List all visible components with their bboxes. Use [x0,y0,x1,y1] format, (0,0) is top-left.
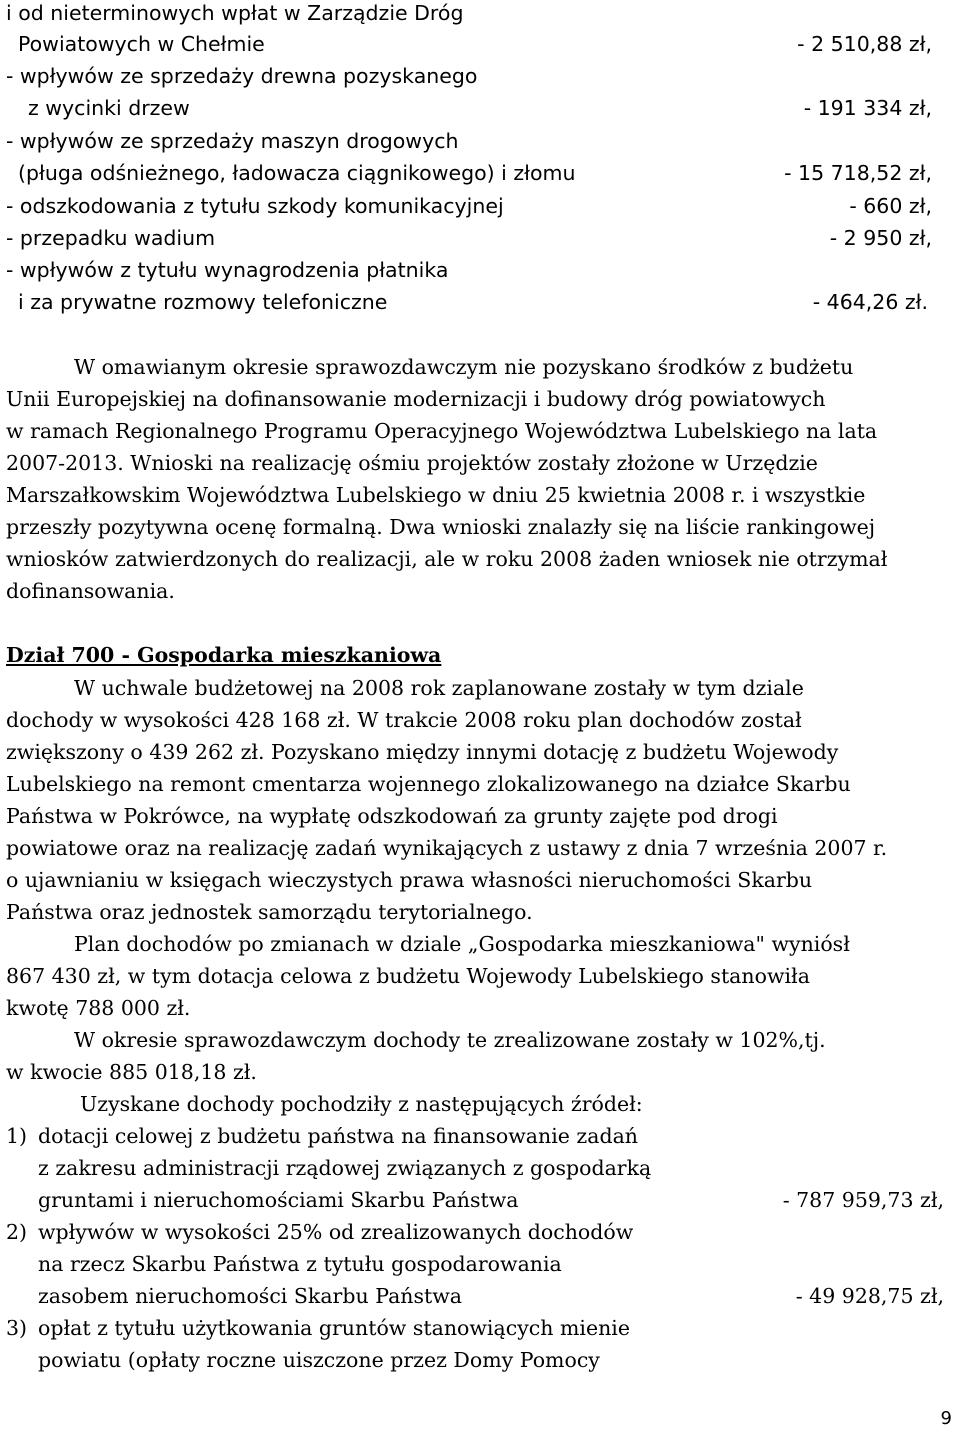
paragraph-line: o ujawnianiu w księgach wieczystych prawa własności nieruchomości Skarbu [6,868,813,892]
paragraph-line: kwotę 788 000 zł. [6,996,191,1020]
list-number: 1) [6,1124,28,1148]
paragraph-line: 2007-2013. Wnioski na realizację ośmiu projektów zostały złożone w Urzędzie [6,451,818,475]
list-item-line: opłat z tytułu użytkowania gruntów stanowiących mienie [38,1316,630,1340]
list-item-line: - wpływów ze sprzedaży maszyn drogowych [6,129,459,153]
list-item-line: dotacji celowej z budżetu państwa na finansowanie zadań [38,1124,638,1148]
list-item-line: i od nieterminowych wpłat w Zarządzie Dróg [6,1,464,25]
list-item-line: (pługa odśnieżnego, ładowacza ciągnikowego) i złomu [18,161,576,185]
paragraph-line: w ramach Regionalnego Programu Operacyjnego Województwa Lubelskiego na lata [6,419,878,443]
list-item-line: - wpływów ze sprzedaży drewna pozyskanego [6,64,478,88]
paragraph-line: W okresie sprawozdawczym dochody te zrealizowane zostały w 102%,tj. [74,1028,826,1052]
paragraph-line: powiatowe oraz na realizację zadań wynikających z ustawy z dnia 7 września 2007 r. [6,836,888,860]
list-item-amount: - 2 510,88 zł, [797,32,932,56]
paragraph-line: Państwa w Pokrówce, na wypłatę odszkodowań za grunty zajęte pod drogi [6,804,778,828]
list-item-line: na rzecz Skarbu Państwa z tytułu gospodarowania [38,1252,562,1276]
list-item-line: - wpływów z tytułu wynagrodzenia płatnika [6,258,449,282]
list-item-amount: - 464,26 zł. [812,290,928,314]
list-item-amount: - 49 928,75 zł, [795,1284,944,1308]
list-item-line: i za prywatne rozmowy telefoniczne [18,290,388,314]
paragraph-line: Lubelskiego na remont cmentarza wojennego zlokalizowanego na działce Skarbu [6,772,851,796]
section-heading: Dział 700 - Gospodarka mieszkaniowa [6,643,442,667]
paragraph-line: wniosków zatwierdzonych do realizacji, ale w roku 2008 żaden wniosek nie otrzymał [6,547,888,571]
paragraph-line: Plan dochodów po zmianach w dziale „Gospodarka mieszkaniowa" wyniósł [74,932,850,956]
paragraph-line: Państwa oraz jednostek samorządu terytorialnego. [6,900,533,924]
page-number: 9 [940,1408,952,1429]
list-item-line: zasobem nieruchomości Skarbu Państwa [38,1284,463,1308]
paragraph-line: 867 430 zł, w tym dotacja celowa z budżetu Wojewody Lubelskiego stanowiła [6,964,810,988]
paragraph-sources-intro: Uzyskane dochody pochodziły z następujących źródeł: [80,1092,643,1116]
paragraph-line: Unii Europejskiej na dofinansowanie modernizacji i budowy dróg powiatowych [6,387,826,411]
paragraph-line: dofinansowania. [6,579,175,603]
paragraph-line: w kwocie 885 018,18 zł. [6,1060,257,1084]
list-item-line: z wycinki drzew [28,96,190,120]
list-item-amount: - 191 334 zł, [803,96,932,120]
list-item-line: Powiatowych w Chełmie [18,32,265,56]
paragraph-line: przeszły pozytywna ocenę formalną. Dwa wnioski znalazły się na liście rankingowej [6,515,876,539]
paragraph-line: Marszałkowskim Województwa Lubelskiego w dniu 25 kwietnia 2008 r. i wszystkie [6,483,866,507]
paragraph-line: W uchwale budżetowej na 2008 rok zaplanowane zostały w tym dziale [74,676,804,700]
list-number: 2) [6,1220,28,1244]
paragraph-line: W omawianym okresie sprawozdawczym nie pozyskano środków z budżetu [74,355,854,379]
list-item-amount: - 2 950 zł, [829,226,932,250]
list-item-amount: - 660 zł, [849,194,932,218]
list-item-line: - odszkodowania z tytułu szkody komunikacyjnej [6,194,504,218]
list-item-line: wpływów w wysokości 25% od zrealizowanych dochodów [38,1220,634,1244]
list-item-line: - przepadku wadium [6,226,216,250]
list-item-line: gruntami i nieruchomościami Skarbu Państwa [38,1188,519,1212]
list-item-amount: - 15 718,52 zł, [784,161,932,185]
paragraph-line: dochody w wysokości 428 168 zł. W trakcie 2008 roku plan dochodów został [6,708,802,732]
list-item-line: powiatu (opłaty roczne uiszczone przez Domy Pomocy [38,1348,600,1372]
paragraph-line: zwiększony o 439 262 zł. Pozyskano między innymi dotację z budżetu Wojewody [6,740,839,764]
list-number: 3) [6,1316,28,1340]
list-item-amount: - 787 959,73 zł, [782,1188,944,1212]
list-item-line: z zakresu administracji rządowej związanych z gospodarką [38,1156,652,1180]
